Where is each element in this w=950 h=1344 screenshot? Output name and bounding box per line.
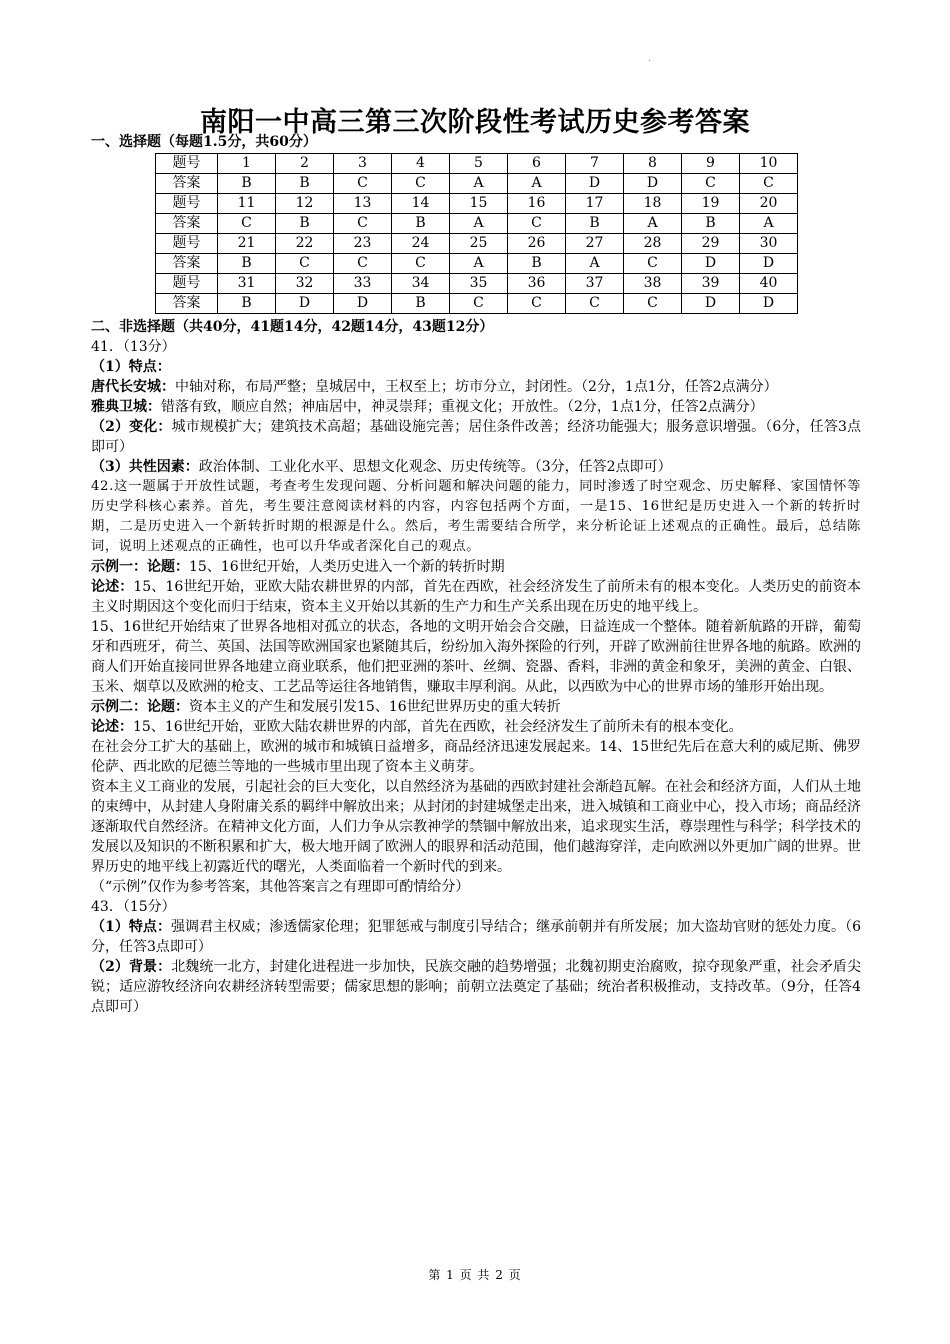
q43-part2-label: （2）背景：	[91, 959, 172, 975]
q42-example2-arg-text: 15、16世纪开始，亚欧大陆农耕世界的内部，首先在西欧，社会经济发生了前所未有的根本变化。	[133, 719, 743, 735]
answer-cell: B	[218, 174, 276, 194]
q41-part2-label: （2）变化：	[91, 419, 172, 435]
q41-tang	[91, 377, 861, 397]
answer-cell: C	[624, 254, 682, 274]
row-label-answer: 答案	[156, 254, 218, 274]
answer-cell: B	[682, 214, 740, 234]
q41-part3-text: 政治体制、工业化水平、思想文化观念、历史传统等。（3分，任答2点即可）	[198, 459, 672, 475]
answer-cell: C	[508, 294, 566, 314]
q42-example1-arg-label: 论述：	[91, 579, 134, 595]
table-row-numbers	[156, 154, 798, 174]
q42-example1-topic-text: 15、16世纪开始，人类历史进入一个新的转折时期	[189, 559, 505, 575]
question-number-cell: 35	[450, 274, 508, 294]
answer-cell: D	[624, 174, 682, 194]
answer-cell: A	[450, 254, 508, 274]
table-row-answers	[156, 174, 798, 194]
answer-cell: C	[334, 254, 392, 274]
answer-cell: B	[276, 214, 334, 234]
answer-cell: B	[392, 294, 450, 314]
answer-cell: A	[450, 174, 508, 194]
answer-cell: B	[218, 254, 276, 274]
question-number-cell: 8	[624, 154, 682, 174]
q42-example2-para2: 在社会分工扩大的基础上，欧洲的城市和城镇日益增多，商品经济迅速发展起来。14、15世纪先后在意大利的威尼斯、佛罗伦萨、西北欧的尼德兰等地的一些城市里出现了资本主义萌芽。	[91, 739, 861, 775]
answer-cell: B	[566, 214, 624, 234]
question-number-cell: 15	[450, 194, 508, 214]
question-number-cell: 16	[508, 194, 566, 214]
question-number-cell: 20	[740, 194, 798, 214]
question-number-cell: 9	[682, 154, 740, 174]
answer-cell: C	[276, 254, 334, 274]
question-number-cell: 24	[392, 234, 450, 254]
q42-example2-topic-text: 资本主义的产生和发展引发15、16世纪世界历史的重大转折	[189, 699, 561, 715]
answer-cell: D	[682, 294, 740, 314]
q42-example1-para2: 15、16世纪开始结束了世界各地相对孤立的状态，各地的文明开始会合交融，日益连成一个整体。随着新航路的开辟，葡萄牙和西班牙，荷兰、英国、法国等欧洲国家也紧随其后，纷纷加入海外探险的行列，开辟了欧洲前往世界各地的航路。欧洲的商人们开始直接同世界各地建立商业联系，他们把亚洲的茶叶、丝绸、瓷器、香料，非洲的黄金和象牙，美洲的黄金、白银、玉米、烟草以及欧洲的枪支、工艺品等运往各地销售，赚取丰厚利润。从此，以西欧为中心的世界市场的雏形开始出现。	[91, 619, 861, 695]
answer-cell: C	[624, 294, 682, 314]
q43-number: 43．（15分）	[91, 899, 176, 915]
q42-example1-label: 示例一：论题：	[91, 559, 189, 575]
answer-cell: D	[276, 294, 334, 314]
q42-example2-arg-label: 论述：	[91, 719, 133, 735]
q43-part2-text: 北魏统一北方，封建化进程进一步加快，民族交融的趋势增强；北魏初期吏治腐败，掠夺现象严重，社会矛盾尖锐；适应游牧经济向农耕经济转型需要；儒家思想的影响；前朝立法奠定了基础；统治者积极推动，支持改革。（9分，任答4点即可）	[91, 959, 861, 1015]
question-number-cell: 36	[508, 274, 566, 294]
answer-cell: C	[334, 214, 392, 234]
q43-part2	[91, 957, 861, 1017]
answer-cell: C	[334, 174, 392, 194]
page-title: 南阳一中高三第三次阶段性考试历史参考答案	[200, 107, 750, 138]
answer-cell: D	[334, 294, 392, 314]
question-number-cell: 13	[334, 194, 392, 214]
q41-part1-label: （1）特点：	[91, 359, 171, 375]
question-number-cell: 22	[276, 234, 334, 254]
row-label-answer: 答案	[156, 174, 218, 194]
answer-table	[155, 153, 798, 314]
q41-part3-label: （3）共性因素：	[91, 459, 199, 475]
table-row-numbers	[156, 274, 798, 294]
question-number-cell: 30	[740, 234, 798, 254]
row-label-number: 题号	[156, 274, 218, 294]
answer-cell: C	[740, 174, 798, 194]
question-number-cell: 31	[218, 274, 276, 294]
q43-part1	[91, 917, 861, 957]
q42-note: （“示例”仅作为参考答案，其他答案言之有理即可酌情给分）	[91, 879, 470, 895]
question-number-cell: 37	[566, 274, 624, 294]
row-label-number: 题号	[156, 154, 218, 174]
question-number-cell: 7	[566, 154, 624, 174]
q42-example2-argument	[91, 717, 861, 737]
q42-example2-label: 示例二：论题：	[91, 699, 189, 715]
answer-cell: C	[566, 294, 624, 314]
answer-cell: A	[566, 254, 624, 274]
answer-cell: A	[740, 214, 798, 234]
table-row-answers	[156, 254, 798, 274]
q41-tang-text: 中轴对称，布局严整；皇城居中，王权至上；坊市分立，封闭性。（2分，1点1分，任答2点满分）	[175, 379, 778, 395]
table-row-answers	[156, 294, 798, 314]
question-number-cell: 33	[334, 274, 392, 294]
question-number-cell: 5	[450, 154, 508, 174]
question-number-cell: 17	[566, 194, 624, 214]
question-number-cell: 18	[624, 194, 682, 214]
section2-heading: 二、非选择题（共40分，41题14分，42题14分，43题12分）	[91, 319, 494, 335]
question-number-cell: 19	[682, 194, 740, 214]
q41-athens	[91, 397, 861, 417]
question-number-cell: 10	[740, 154, 798, 174]
row-label-answer: 答案	[156, 214, 218, 234]
table-row-numbers	[156, 234, 798, 254]
table-row-numbers	[156, 194, 798, 214]
question-number-cell: 29	[682, 234, 740, 254]
question-number-cell: 27	[566, 234, 624, 254]
answer-cell: D	[682, 254, 740, 274]
question-number-cell: 6	[508, 154, 566, 174]
q42-intro: 42.这一题属于开放性试题，考查考生发现问题、分析问题和解决问题的能力，同时渗透了时空观念、历史解释、家国情怀等历史学科核心素养。首先，考生要注意阅读材料的内容，内容包括两个方面，一是15、16世纪是历史进入一个新的转折时期，二是历史进入一个新转折时期的根源是什么。然后，考生需要结合所学，来分析论证上述观点的正确性。最后，总结陈词，说明上述观点的正确性，也可以升华或者深化自己的观点。	[91, 479, 861, 554]
answer-cell: C	[392, 174, 450, 194]
question-number-cell: 2	[276, 154, 334, 174]
answer-cell: A	[450, 214, 508, 234]
question-number-cell: 26	[508, 234, 566, 254]
q43-part1-label: （1）特点：	[91, 919, 171, 935]
section1-heading: 一、选择题（每题1.5分，共60分）	[91, 134, 317, 150]
question-number-cell: 23	[334, 234, 392, 254]
q41-tang-label: 唐代长安城：	[91, 379, 175, 395]
answer-cell: B	[218, 294, 276, 314]
q41-number: 41．（13分）	[91, 339, 176, 355]
answer-cell: A	[624, 214, 682, 234]
answer-cell: C	[218, 214, 276, 234]
answer-cell: B	[276, 174, 334, 194]
q42-example2-topic	[91, 697, 861, 717]
answer-cell: C	[392, 254, 450, 274]
question-number-cell: 12	[276, 194, 334, 214]
row-label-number: 题号	[156, 234, 218, 254]
q41-athens-label: 雅典卫城：	[91, 399, 161, 415]
answer-content	[91, 132, 861, 1017]
q42-example1-arg-text: 15、16世纪开始，亚欧大陆农耕世界的内部，首先在西欧，社会经济发生了前所未有的根本变化。人类历史的前资本主义时期因这个变化而归于结束，资本主义开始以其新的生产力和生产关系出现在历史的地平线上。	[91, 579, 862, 615]
question-number-cell: 14	[392, 194, 450, 214]
question-number-cell: 4	[392, 154, 450, 174]
answer-cell: A	[508, 174, 566, 194]
q41-athens-text: 错落有致，顺应自然；神庙居中，神灵崇拜；重视文化；开放性。（2分，1点1分，任答2点满分）	[161, 399, 764, 415]
row-label-answer: 答案	[156, 294, 218, 314]
question-number-cell: 34	[392, 274, 450, 294]
q41-part2-text: 城市规模扩大；建筑技术高超；基础设施完善；居住条件改善；经济功能强大；服务意识增强。（6分，任答3点即可）	[91, 419, 862, 455]
q42-example1-topic	[91, 557, 861, 577]
question-number-cell: 28	[624, 234, 682, 254]
question-number-cell: 11	[218, 194, 276, 214]
answer-cell: C	[682, 174, 740, 194]
question-number-cell: 32	[276, 274, 334, 294]
question-number-cell: 1	[218, 154, 276, 174]
answer-cell: D	[566, 174, 624, 194]
answer-cell: C	[450, 294, 508, 314]
question-number-cell: 40	[740, 274, 798, 294]
table-row-answers	[156, 214, 798, 234]
q42-example2-para3: 资本主义工商业的发展，引起社会的巨大变化，以自然经济为基础的西欧封建社会渐趋瓦解。在社会和经济方面，人们从土地的束缚中，从封建人身附庸关系的羁绊中解放出来；从封闭的封建城堡走出来，进入城镇和工商业中心，投入市场；商品经济逐渐取代自然经济。在精神文化方面，人们力争从宗教神学的禁锢中解放出来，追求现实生活，尊崇理性与科学；科学技术的发展以及知识的不断积累和扩大，极大地开阔了欧洲人的眼界和活动范围，他们越海穿洋，走向欧洲以外更加广阔的世界。世界历史的地平线上初露近代的曙光，人类面临着一个新时代的到来。	[91, 779, 861, 875]
q42-example1-argument	[91, 577, 861, 617]
question-number-cell: 3	[334, 154, 392, 174]
corner-mark: ·	[648, 56, 652, 67]
q43-part1-text: 强调君主权威；渗透儒家伦理；犯罪惩戒与制度引导结合；继承前朝并有所发展；加大盗劫官财的惩处力度。（6分，任答3点即可）	[91, 919, 861, 955]
row-label-number: 题号	[156, 194, 218, 214]
question-number-cell: 25	[450, 234, 508, 254]
page-footer: 第 1 页 共 2 页	[428, 1268, 522, 1282]
q41-part2	[91, 417, 861, 457]
question-number-cell: 38	[624, 274, 682, 294]
answer-cell: B	[508, 254, 566, 274]
question-number-cell: 39	[682, 274, 740, 294]
answer-cell: D	[740, 294, 798, 314]
answer-cell: D	[740, 254, 798, 274]
q41-part3	[91, 457, 861, 477]
answer-cell: C	[508, 214, 566, 234]
question-number-cell: 21	[218, 234, 276, 254]
answer-cell: B	[392, 214, 450, 234]
